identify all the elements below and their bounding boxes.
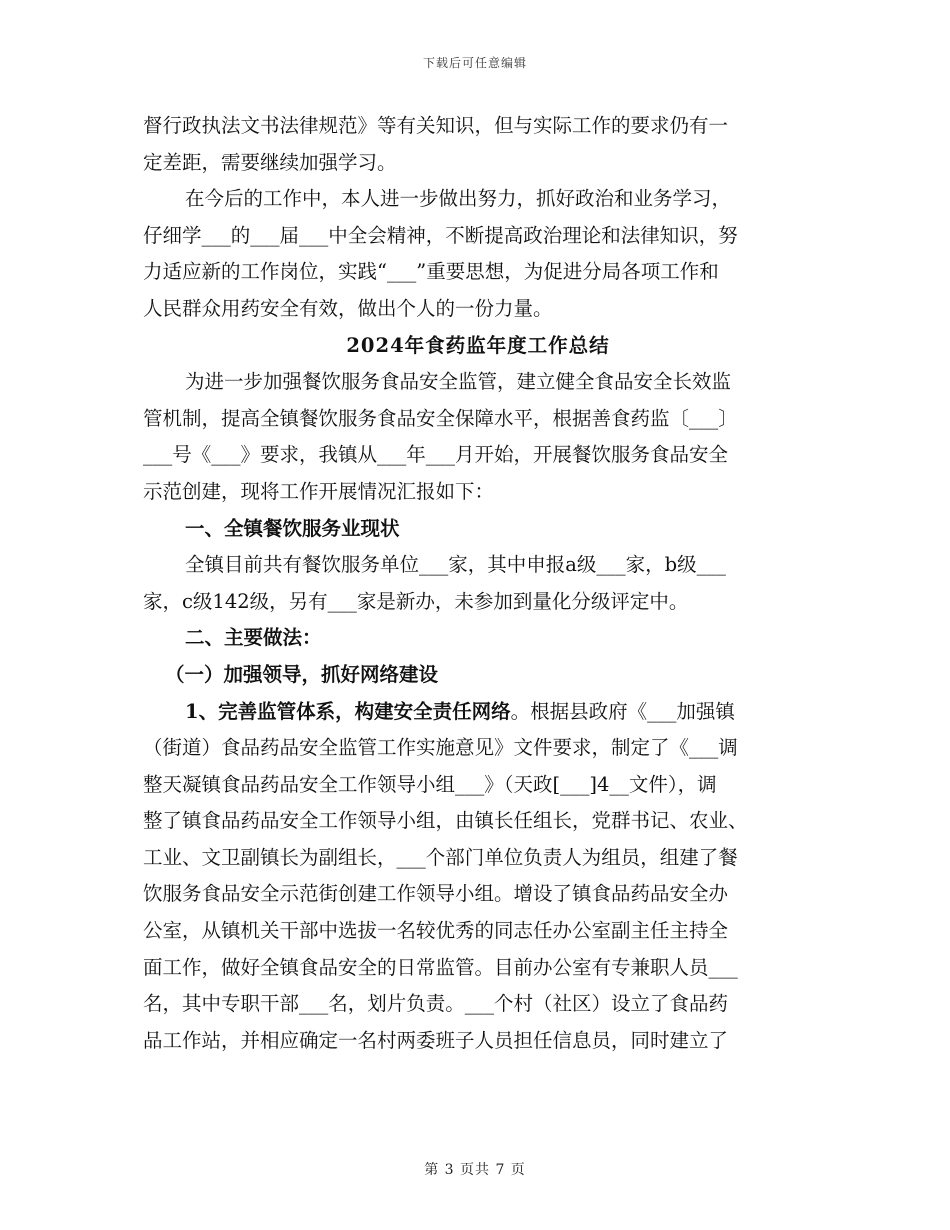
- text-line: 家，c级142级，另有___家是新办，未参加到量化分级评定中。: [143, 589, 689, 613]
- page-number-footer: 第 3 页共 7 页: [424, 1162, 526, 1178]
- text-line: 示范创建，现将工作开展情况汇报如下：: [143, 479, 495, 503]
- text-line: 整了镇食品药品安全工作领导小组，由镇长任组长，党群书记、农业、: [143, 809, 748, 833]
- text-line: 为进一步加强餐饮服务食品安全监管，建立健全食品安全长效监: [185, 370, 732, 394]
- document-body: [143, 108, 813, 1059]
- page-header-note: 下载后可任意编辑: [422, 56, 527, 70]
- subsection-heading: （一）加强领导，抓好网络建设: [165, 662, 439, 686]
- text-line: 面工作，做好全镇食品安全的日常监管。目前办公室有专兼职人员___: [143, 955, 738, 979]
- text-line: 力适应新的工作岗位，实践“___”重要思想，为促进分局各项工作和: [143, 260, 719, 284]
- section-heading: 一、全镇餐饮服务业现状: [185, 516, 400, 540]
- inline-bold-lead: 1、完善监管体系，构建安全责任网络: [185, 699, 511, 723]
- text-line: 全镇目前共有餐饮服务单位___家，其中申报a级___家，b级___: [185, 553, 726, 577]
- text-line: 督行政执法文书法律规范》等有关知识，但与实际工作的要求仍有一: [143, 114, 729, 137]
- text-line: 定差距，需要继续加强学习。: [143, 150, 397, 174]
- text-line: 工业、文卫副镇长为副组长，___个部门单位负责人为组员，组建了餐: [143, 845, 738, 869]
- text-line: 人民群众用药安全有效，做出个人的一份力量。: [143, 296, 553, 320]
- inline-text: 。根据县政府《___加强镇: [510, 699, 735, 723]
- text-line: 管机制，提高全镇餐饮服务食品安全保障水平，根据善食药监〔___〕: [143, 406, 738, 430]
- text-line: ___号《___》要求，我镇从___年___月开始，开展餐饮服务食品安全: [143, 443, 729, 467]
- text-line: 名，其中专职干部___名，划片负责。___个村（社区）设立了食品药: [143, 992, 729, 1016]
- text-line: [143, 694, 813, 731]
- text-line: 整天凝镇食品药品安全工作领导小组___》（天政[___]4__文件），调: [143, 772, 717, 796]
- text-line: 品工作站，并相应确定一名村两委班子人员担任信息员，同时建立了: [143, 1028, 729, 1052]
- text-line: 公室，从镇机关干部中选拔一名较优秀的同志任办公室副主任主持全: [143, 919, 729, 943]
- text-line: 仔细学___的___届___中全会精神，不断提高政治理论和法律知识，努: [143, 223, 738, 247]
- document-title: 2024年食药监年度工作总结: [346, 333, 610, 357]
- text-line: （街道）食品药品安全监管工作实施意见》文件要求，制定了《___调: [143, 736, 738, 760]
- text-line: 在今后的工作中，本人进一步做出努力，抓好政治和业务学习，: [185, 187, 732, 211]
- section-heading: 二、主要做法：: [185, 626, 322, 650]
- text-line: 饮服务食品安全示范街创建工作领导小组。增设了镇食品药品安全办: [143, 882, 729, 906]
